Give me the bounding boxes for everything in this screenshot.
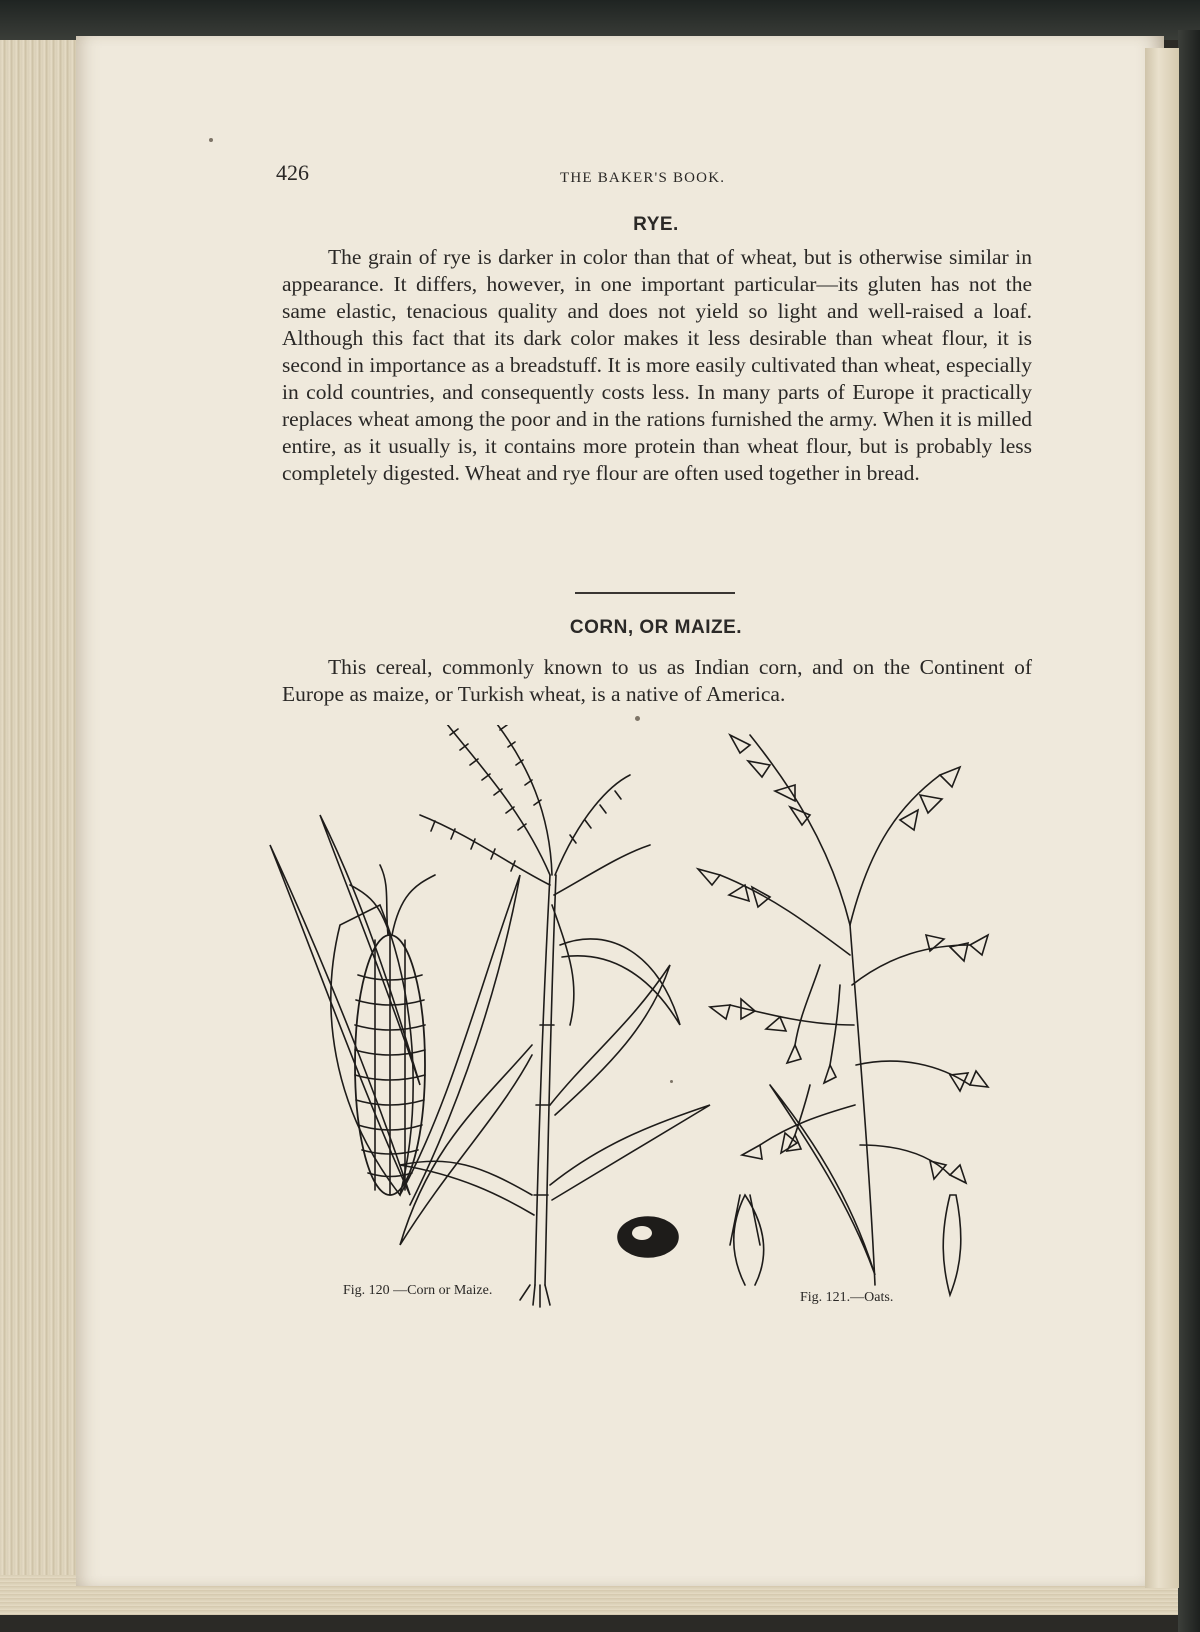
- book-cover-top: [0, 0, 1200, 40]
- cereal-illustration: [250, 725, 1050, 1345]
- section-heading-rye: RYE.: [633, 214, 679, 235]
- page-header: [276, 160, 1036, 190]
- corn-kernel-drawing: [618, 1217, 678, 1257]
- paragraph-corn: This cereal, commonly known to us as Indian corn, and on the Continent of Europe as maize, or Turkish wheat, is a native of America.: [282, 655, 1032, 706]
- paper-speck: [635, 716, 640, 721]
- page-edges-left: [0, 40, 80, 1610]
- book-cover-right: [1178, 30, 1200, 1632]
- caption-oats: Fig. 121.—Oats.: [800, 1290, 894, 1305]
- facing-page-edge: [1145, 48, 1179, 1588]
- paper-speck: [670, 1080, 673, 1083]
- page-number: 426: [276, 160, 309, 185]
- paragraph-rye: The grain of rye is darker in color than that of wheat, but is otherwise similar in appearance. It differs, however, in one important particular—its gluten has not the same elastic, tenacious quality and does not yield so light and well-raised a loaf. Although this fact that its dark color makes it less desirable than wheat flour, it is second in importance as a breadstuff. It is more easily cultivated than wheat, especially in cold countries, and consequently costs less. In many parts of Europe it practically replaces wheat among the poor and in the rations furnished the army. When it is milled entire, as it usually is, it contains more protein than wheat flour, but is probably less completely digested. Wheat and rye flour are often used together in bread.: [282, 245, 1032, 485]
- caption-corn: Fig. 120 —Corn or Maize.: [343, 1283, 493, 1298]
- section-heading-corn: CORN, OR MAIZE.: [569, 617, 743, 638]
- paper-speck: [209, 138, 213, 142]
- oats-plant-drawing: [698, 735, 988, 1295]
- running-head: THE BAKER'S BOOK.: [560, 170, 726, 186]
- section-divider: [575, 592, 735, 594]
